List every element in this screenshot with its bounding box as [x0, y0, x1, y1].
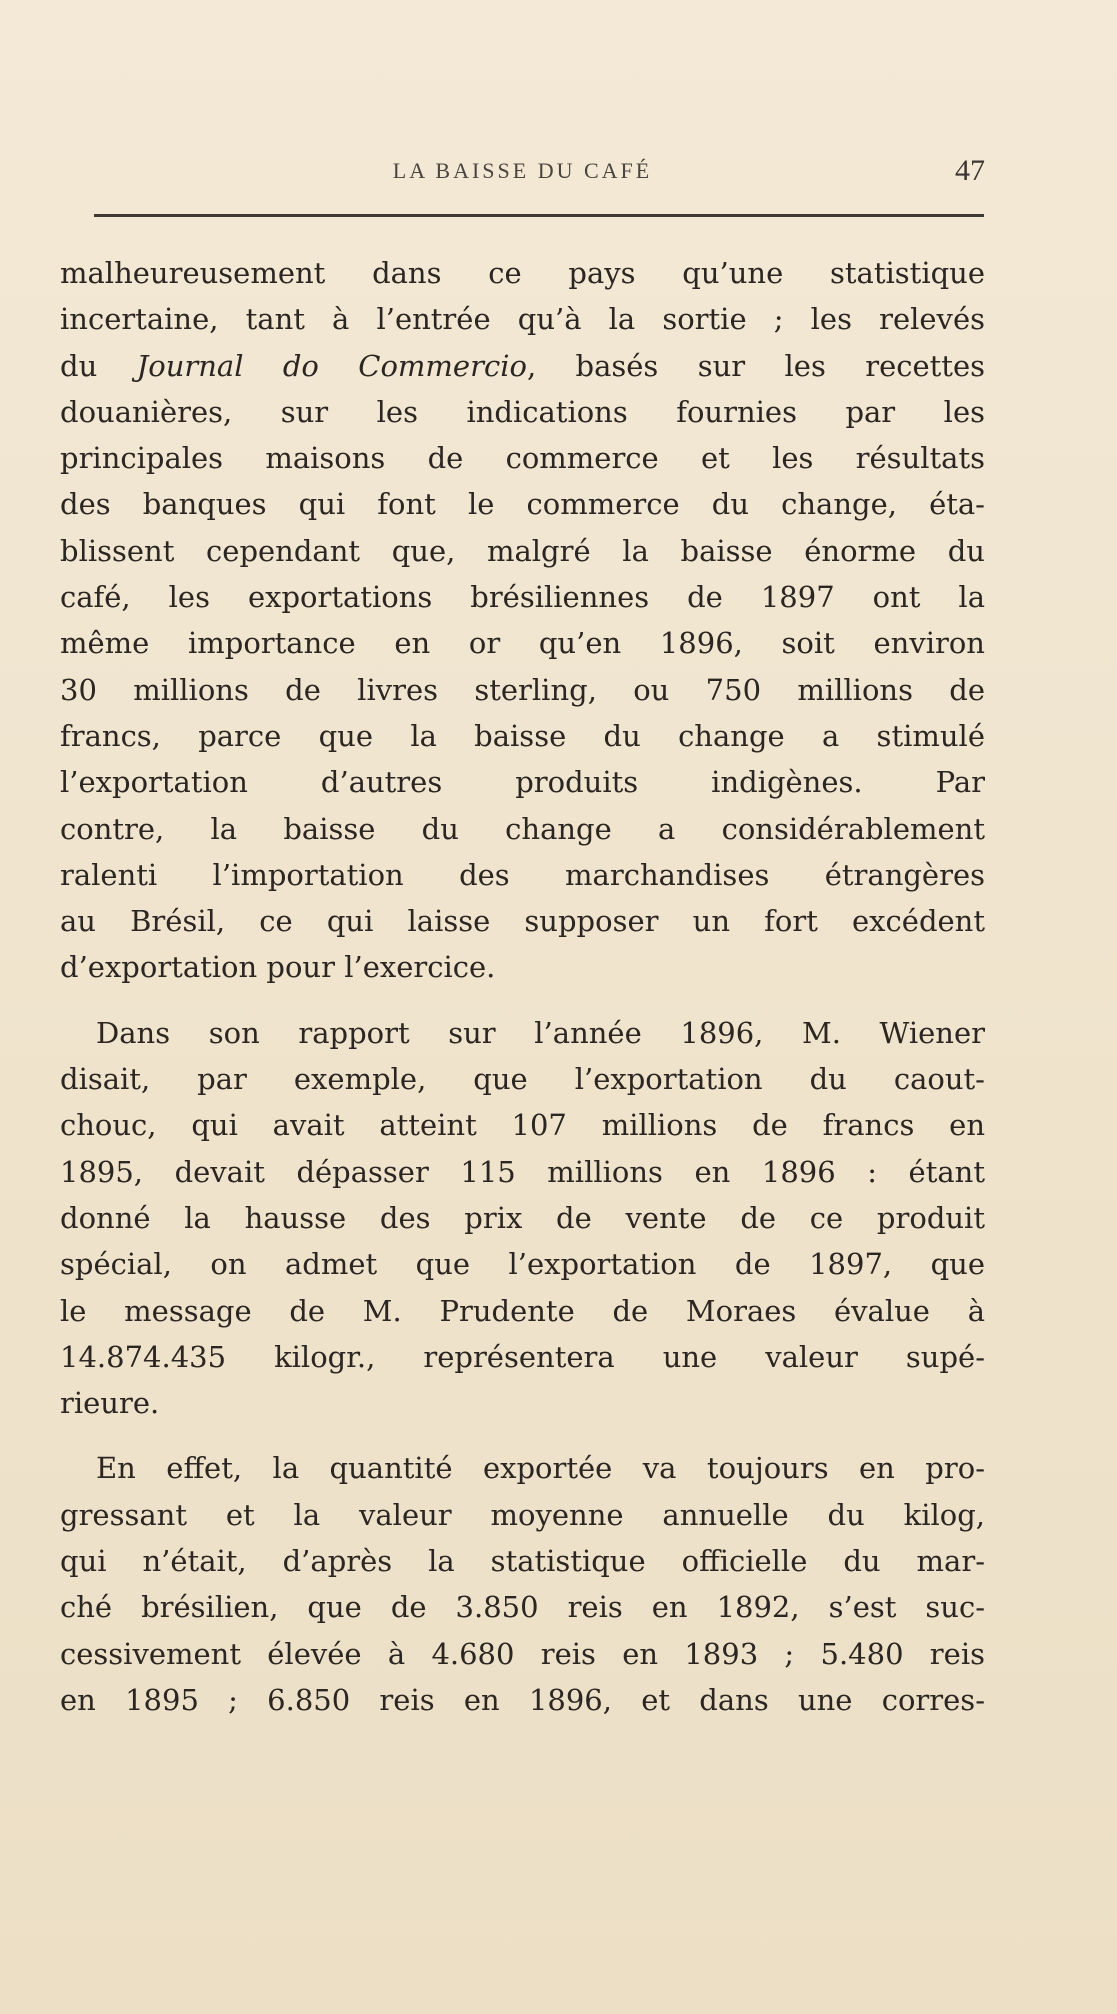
text-line: café, les exportations brésiliennes de 1897 ont la — [60, 580, 985, 615]
running-header — [60, 154, 985, 198]
header-rule — [94, 214, 984, 217]
text-line: disait, par exemple, que l’exportation du caout- — [60, 1062, 985, 1097]
text-line: cessivement élevée à 4.680 reis en 1893 ; 5.480 reis — [60, 1636, 985, 1671]
text-line: rieure. — [60, 1386, 160, 1421]
text-line: d’exportation pour l’exercice. — [60, 950, 496, 985]
text-segment: du — [60, 348, 137, 383]
text-line: chouc, qui avait atteint 107 millions de francs en — [60, 1108, 985, 1143]
text-line: douanières, sur les indications fournies par les — [60, 394, 985, 429]
text-line: en 1895 ; 6.850 reis en 1896, et dans une corres- — [60, 1682, 985, 1717]
text-line: donné la hausse des prix de vente de ce produit — [60, 1200, 985, 1235]
journal-title: Journal do Commercio — [136, 348, 527, 383]
running-title: LA BAISSE DU CAFÉ — [392, 158, 653, 183]
text-line: même importance en or qu’en 1896, soit environ — [60, 626, 985, 661]
paragraph-gap — [60, 991, 985, 1010]
text-line: contre, la baisse du change a considérablement — [60, 811, 985, 846]
text-line: le message de M. Prudente de Moraes évalue à — [60, 1293, 985, 1328]
paragraph-1 — [60, 250, 985, 991]
text-line: au Brésil, ce qui laisse supposer un fort excédent — [60, 904, 985, 939]
text-line: gressant et la valeur moyenne annuelle du kilog, — [60, 1497, 985, 1532]
text-line: ralenti l’importation des marchandises étrangères — [60, 857, 985, 892]
text-line: l’exportation d’autres produits indigènes. Par — [60, 765, 985, 800]
text-segment: , basés sur les recettes — [526, 348, 985, 383]
text-line: francs, parce que la baisse du change a stimulé — [60, 718, 985, 753]
text-line: qui n’était, d’après la statistique officielle du mar- — [60, 1544, 985, 1579]
text-line: 14.874.435 kilogr., représentera une valeur supé- — [60, 1339, 985, 1374]
text-line: spécial, on admet que l’exportation de 1897, que — [60, 1247, 985, 1282]
page-number: 47 — [955, 154, 985, 187]
text-line: des banques qui font le commerce du change, éta- — [60, 487, 985, 522]
text-line: Dans son rapport sur l’année 1896, M. Wiener — [96, 1015, 985, 1050]
text-line: malheureusement dans ce pays qu’une statistique — [60, 256, 985, 290]
body-text — [60, 250, 985, 1723]
paragraph-3 — [60, 1445, 985, 1723]
paragraph-2 — [60, 1010, 985, 1427]
text-line: 30 millions de livres sterling, ou 750 millions de — [60, 672, 985, 707]
text-line: blissent cependant que, malgré la baisse énorme du — [60, 533, 985, 568]
paragraph-gap — [60, 1426, 985, 1445]
text-line: ché brésilien, que de 3.850 reis en 1892, s’est suc- — [60, 1590, 985, 1625]
text-line: principales maisons de commerce et les résultats — [60, 441, 985, 476]
text-line: 1895, devait dépasser 115 millions en 1896 : étant — [60, 1154, 985, 1189]
text-line: En effet, la quantité exportée va toujours en pro- — [96, 1451, 985, 1486]
text-line — [60, 343, 985, 389]
text-line: incertaine, tant à l’entrée qu’à la sortie ; les relevés — [60, 302, 985, 337]
